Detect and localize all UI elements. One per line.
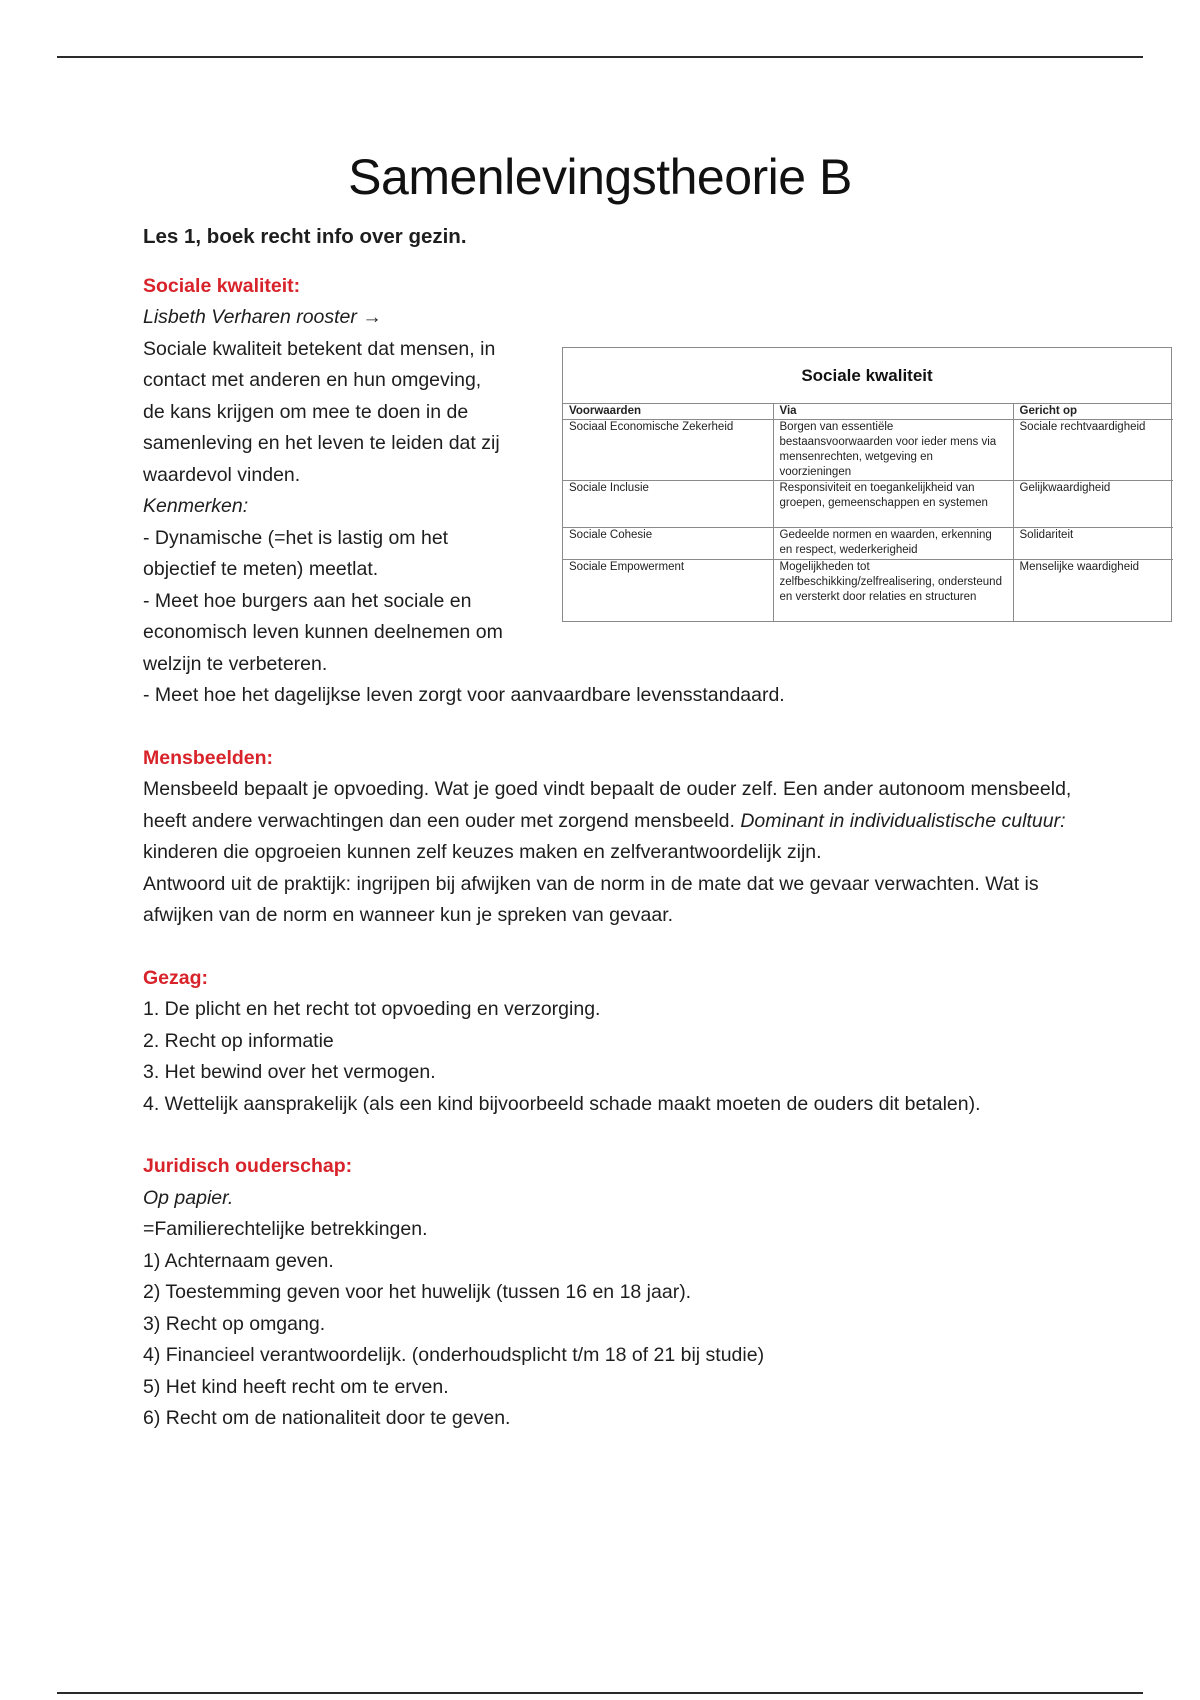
definition-line: Sociale kwaliteit betekent dat mensen, in	[143, 337, 496, 360]
table-cell: Sociale Empowerment	[563, 560, 773, 622]
page-title: Samenlevingstheorie B	[348, 149, 852, 205]
sociale-kwaliteit-table	[562, 347, 1172, 622]
kenmerken-label: Kenmerken:	[143, 495, 249, 517]
heading-gezag: Gezag:	[143, 966, 209, 989]
table-row	[563, 420, 1173, 481]
heading-sociale-kwaliteit: Sociale kwaliteit:	[143, 274, 301, 297]
definition-line: de kans krijgen om mee te doen in de	[143, 400, 469, 423]
table-grid	[563, 404, 1173, 622]
table-cell: Sociale rechtvaardigheid	[1013, 420, 1173, 481]
gezag-item: 3. Het bewind over het vermogen.	[143, 1061, 436, 1083]
mensbeelden-text-end: kinderen die opgroeien kunnen zelf keuzes maken en zelfverantwoordelijk zijn.	[143, 841, 822, 863]
table-cell: Mogelijkheden tot zelfbeschikking/zelfrealisering, ondersteund en versterkt door relaties en structuren	[773, 560, 1013, 622]
table-row	[563, 528, 1173, 560]
table-cell: Sociale Cohesie	[563, 528, 773, 560]
table-header-cell: Via	[773, 404, 1013, 420]
table-cell: Sociale Inclusie	[563, 481, 773, 528]
section-juridisch-ouderschap	[143, 1151, 1073, 1435]
section-gezag	[143, 963, 1073, 1121]
gezag-item: 2. Recht op informatie	[143, 1029, 334, 1052]
section-mensbeelden	[143, 743, 1073, 932]
table-cell: Borgen van essentiële bestaansvoorwaarden voor ieder mens via mensenrechten, wetgeving en voorzieningen	[773, 420, 1013, 481]
table-cell: Menselijke waardigheid	[1019, 561, 1140, 573]
kenmerken-line: - Meet hoe burgers aan het sociale en	[143, 589, 472, 612]
kenmerken-line: - Dynamische (=het is lastig om het	[143, 526, 449, 549]
juridisch-item: 6) Recht om de nationaliteit door te geven.	[143, 1407, 511, 1429]
kenmerken-last-line: - Meet hoe het dagelijkse leven zorgt voor aanvaardbare levensstandaard.	[143, 684, 785, 706]
bottom-rule	[57, 1692, 1143, 1694]
definition-line: contact met anderen en hun omgeving,	[143, 369, 482, 391]
kenmerken-line: welzijn te verbeteren.	[143, 652, 328, 675]
table-cell: Sociaal Economische Zekerheid	[563, 420, 773, 481]
mensbeelden-italic-text: Dominant in individualistische cultuur:	[740, 809, 1066, 832]
juridisch-item: 1) Achternaam geven.	[143, 1249, 334, 1272]
table-cell: Gelijkwaardigheid	[1013, 481, 1173, 528]
juridisch-subtitle: Op papier.	[143, 1186, 234, 1209]
table-header-cell: Voorwaarden	[563, 404, 773, 420]
top-rule	[57, 56, 1143, 58]
table-cell: Gedeelde normen en waarden, erkenning en respect, wederkerigheid	[773, 528, 1013, 560]
lesson-heading: Les 1, boek recht info over gezin.	[143, 225, 467, 248]
table-header-row	[563, 404, 1173, 420]
juridisch-item: 3) Recht op omgang.	[143, 1312, 326, 1335]
juridisch-item: 4) Financieel verantwoordelijk. (onderhoudsplicht t/m 18 of 21 bij studie)	[143, 1344, 765, 1366]
table-row	[563, 560, 1173, 622]
definition-line: waardevol vinden.	[143, 463, 301, 486]
subtitle-lisbeth	[143, 302, 1073, 334]
mensbeelden-paragraph-1	[143, 774, 1073, 869]
juridisch-item: 5) Het kind heeft recht om te erven.	[143, 1375, 449, 1398]
definition-line: samenleving en het leven te leiden dat zij	[143, 432, 500, 454]
subtitle-text: Lisbeth Verharen rooster	[143, 306, 357, 328]
definition-block	[143, 334, 543, 681]
gezag-item: 1. De plicht en het recht tot opvoeding en verzorging.	[143, 998, 601, 1020]
kenmerken-line: objectief te meten) meetlat.	[143, 558, 379, 580]
heading-juridisch-ouderschap: Juridisch ouderschap:	[143, 1155, 353, 1177]
table-cell: Solidariteit	[1013, 528, 1173, 560]
juridisch-intro: =Familierechtelijke betrekkingen.	[143, 1218, 428, 1240]
arrow-right-icon: →	[362, 306, 382, 328]
table-cell: Responsiviteit en toegankelijkheid van groepen, gemeenschappen en systemen	[773, 481, 1013, 528]
heading-mensbeelden: Mensbeelden:	[143, 746, 274, 769]
table-row	[563, 481, 1173, 528]
table-caption: Sociale kwaliteit	[563, 348, 1171, 404]
table-header-cell: Gericht op	[1013, 404, 1173, 420]
gezag-item: 4. Wettelijk aansprakelijk (als een kind bijvoorbeeld schade maakt moeten de ouders dit betalen).	[143, 1092, 981, 1115]
mensbeelden-paragraph-2: Antwoord uit de praktijk: ingrijpen bij afwijken van de norm in de mate dat we gevaar verwachten. Wat is afwijken van de norm en wanneer kun je spreken van gevaar.	[143, 872, 1039, 926]
mensbeelden-text: Mensbeeld bepaalt je opvoeding. Wat je goed vindt bepaalt de ouder zelf. Een ander autonoom mensbeeld, heeft andere verwachtingen dan een ouder met zorgend mensbeeld.	[143, 778, 1072, 832]
kenmerken-line: economisch leven kunnen deelnemen om	[143, 621, 503, 643]
juridisch-item: 2) Toestemming geven voor het huwelijk (tussen 16 en 18 jaar).	[143, 1281, 692, 1303]
